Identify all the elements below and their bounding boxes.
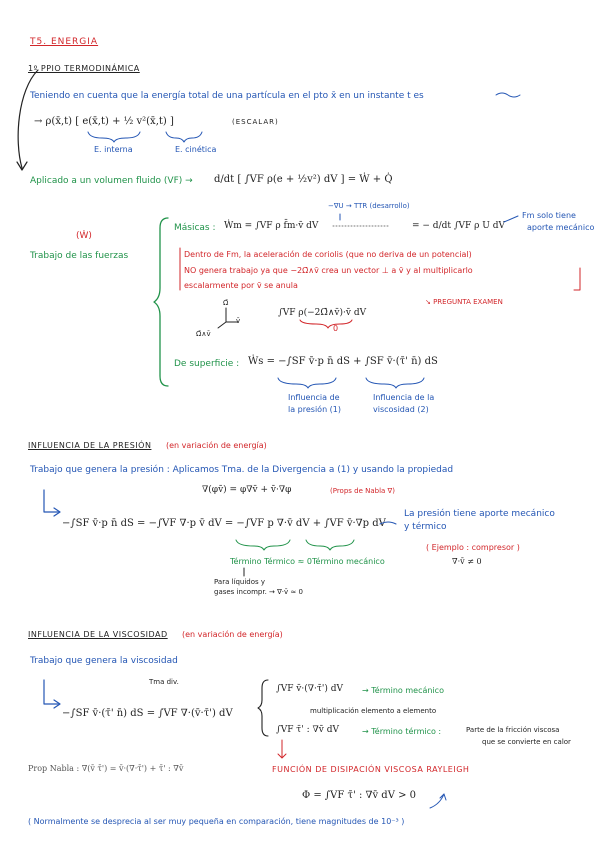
section-note-viscosidad: (en variación de energía) (182, 630, 283, 639)
label-e-cinetica: E. cinética (175, 145, 217, 154)
arrow-phi-head (440, 794, 446, 800)
brace-e-cinetica (166, 132, 202, 142)
section-heading-ppio: 1º PPIO TERMODINÁMICA (28, 64, 140, 73)
mecanico-integral: ∫VF v̄·(∇·τ̄') dV (276, 684, 343, 694)
arrow-to-funcion (278, 740, 286, 758)
presion-line-1: Trabajo que genera la presión : Aplicamos Tma. de la Divergencia a (1) y usando la propiedad (30, 465, 454, 475)
bracket-terms (258, 680, 268, 736)
viscosidad-line-1: Trabajo que genera la viscosidad (30, 656, 178, 666)
red-note-line-1: Dentro de Fm, la aceleración de coriolis (que no deriva de un potencial) (184, 250, 472, 259)
ttr-note: −∇U → TTR (desarrollo) (328, 202, 410, 210)
section-heading-presion: INFLUENCIA DE LA PRESIÓN (28, 441, 152, 450)
infl-presion-1: Influencia de (288, 393, 340, 402)
section-heading-viscosidad: INFLUENCIA DE LA VISCOSIDAD (28, 630, 168, 639)
fm-note-1: Fm solo tiene (522, 211, 576, 220)
presion-equation: −∫SF v̄·p n̄ dS = −∫VF ∇·p v̄ dV = −∫VF p ∇·v̄ dV + ∫VF v̄·∇p dV (62, 518, 386, 529)
brace-presion (278, 378, 336, 388)
curved-arrow-head (17, 162, 27, 170)
axis-omega-label: Ω̄ (223, 299, 229, 307)
brace-coriolis (300, 320, 352, 328)
prop-nabla: Prop Nabla : ∇(v̄ τ̄') = v̄·(∇·τ̄') + τ̄' : ∇v̄ (28, 764, 184, 773)
pregunta-examen: ↘ PREGUNTA EXAMEN (425, 298, 503, 306)
page-title: T5. ENERGIA (30, 37, 99, 47)
mecanico-label: → Término mecánico (362, 686, 444, 695)
ejemplo-eq: ∇·v̄ ≠ 0 (452, 557, 482, 566)
coriolis-integral: ∫VF ρ(−2Ω̄∧v̄)·v̄ dV (278, 308, 367, 318)
arrow-viscosidad (44, 680, 58, 704)
term-termico-presion: Término Térmico ≈ 0 (230, 557, 312, 566)
aporte-2: y térmico (404, 522, 447, 532)
arrow-presion-head (54, 508, 60, 516)
coriolis-zero: 0 (333, 324, 339, 333)
brace-termico-presion (236, 540, 290, 550)
masicas-label: Másicas : (174, 223, 216, 233)
arrow-phi (430, 794, 444, 808)
red-bracket-right (574, 268, 580, 290)
aporte-1: La presión tiene aporte mecánico (404, 509, 555, 519)
brace-viscosidad (366, 378, 424, 388)
intro-text: Teniendo en cuenta que la energía total de una partícula en el pto x̄ en un instante t es (30, 91, 424, 101)
infl-presion-2: la presión (1) (288, 405, 342, 414)
energy-formula: → ρ(x̄,t) [ e(x̄,t) + ½ v²(x̄,t) ] (34, 116, 174, 127)
axis-cross-line (218, 322, 226, 328)
superficie-formula: Ẇs = −∫SF v̄·p n̄ dS + ∫SF v̄·(τ̄' n̄) dS (248, 356, 438, 367)
viscosidad-equation: −∫SF v̄·(τ̄' n̄) dS = ∫VF ∇·(v̄·τ̄') dV (62, 708, 233, 719)
presion-line-2: ∇(φv̄) = φ∇v̄ + v̄·∇φ (202, 485, 292, 495)
applied-formula: d/dt [ ∫VF ρ(e + ½v²) dV ] = Ẇ + Q̇ (214, 174, 393, 185)
termico-desc-2: que se convierte en calor (482, 738, 571, 746)
trabajo-fuerzas-label: Trabajo de las fuerzas (30, 251, 129, 261)
masicas-rhs: = − d/dt ∫VF ρ U dV (412, 221, 505, 231)
section-note-presion: (en variación de energía) (166, 441, 267, 450)
wavy-arrow (496, 93, 520, 97)
red-note-line-3: escalarmente por v̄ se anula (184, 281, 298, 290)
fm-note-2: aporte mecánico (527, 223, 595, 232)
liquidos-note-1: Para líquidos y (214, 578, 266, 586)
phi-equation: Φ = ∫VF τ̄' : ∇v̄ dV > 0 (302, 790, 417, 801)
termico-integral: ∫VF τ̄' : ∇v̄ dV (276, 725, 339, 735)
brace-e-interna (88, 132, 140, 142)
tma-div-note: Tma div. (149, 678, 179, 686)
axis-cross-label: Ω̄∧v̄ (196, 330, 211, 338)
termico-label: → Término térmico : (362, 727, 442, 736)
term-mecanico-presion: Término mecánico (312, 557, 385, 566)
ejemplo-compresor: ( Ejemplo : compresor ) (426, 543, 520, 552)
fm-arrow (504, 216, 518, 222)
brace-mecanico-presion (306, 540, 354, 550)
infl-visc-1: Influencia de la (373, 393, 435, 402)
superficie-label: De superficie : (174, 359, 240, 369)
arrow-viscosidad-head (54, 700, 60, 708)
brace-fuerzas (154, 218, 168, 386)
label-e-interna: E. interna (94, 145, 133, 154)
red-note-line-2: NO genera trabajo ya que −2Ω̄∧v̄ crea un vector ⊥ a v̄ y al multiplicarlo (184, 266, 473, 275)
escalar-note: (ESCALAR) (232, 118, 279, 126)
mult-note: multiplicación elemento a elemento (310, 707, 437, 715)
masicas-formula: Ẇm = ∫VF ρ f̄m·v̄ dV (224, 221, 319, 231)
infl-visc-2: viscosidad (2) (373, 405, 429, 414)
footer-note: ( Normalmente se desprecia al ser muy pequeña en comparación, tiene magnitudes de 10⁻³ ) (28, 817, 405, 826)
axis-v-label: v̄ (236, 317, 241, 325)
liquidos-note-2: gases incompr. → ∇·v̄ ≈ 0 (214, 588, 303, 596)
arrow-presion (44, 490, 58, 512)
termico-desc-1: Parte de la fricción viscosa (466, 726, 560, 734)
presion-line-2-note: (Props de Nabla ∇) (330, 487, 395, 495)
w-label: (Ẇ) (76, 231, 92, 241)
funcion-disipacion: FUNCIÓN DE DISIPACIÓN VISCOSA RAYLEIGH (272, 765, 470, 774)
applied-text: Aplicado a un volumen fluido (VF) → (30, 176, 193, 186)
